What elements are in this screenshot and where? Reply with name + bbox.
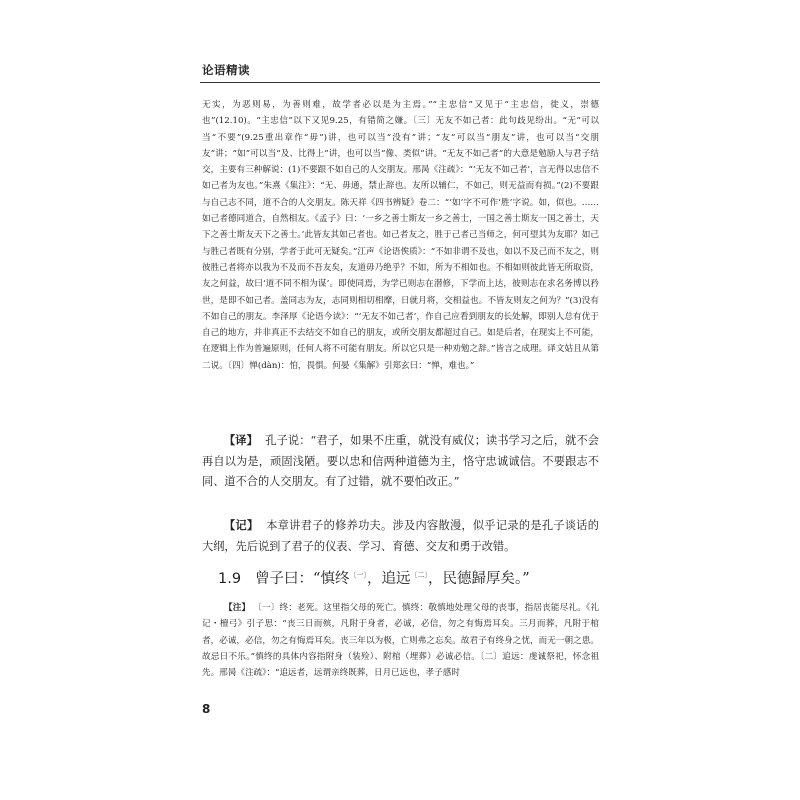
chapter-text-part1: 曾子曰：“慎终 xyxy=(255,571,350,587)
chapter-text-part3: ，民德歸厚矣。” xyxy=(427,571,530,587)
running-header: 论语精读 xyxy=(202,63,250,77)
header-rule xyxy=(200,82,600,83)
record-paragraph xyxy=(202,515,599,557)
translation-text: 孔子说：“君子，如果不庄重，就没有威仪；读书学习之后，就不会再自以为是，顽固浅陋。要以忠和信两种道德为主，恪守忠诚诚信。不要跟志不同、道不合的人交朋友。有了过错，就不要怕改正。” xyxy=(202,434,599,488)
notes-tag: 【注】 xyxy=(224,603,251,613)
chapter-note1-marker: 〔一〕 xyxy=(349,571,367,580)
translation-paragraph xyxy=(202,430,599,493)
chapter-text-part2: ，追远 xyxy=(366,571,411,587)
translation-section xyxy=(202,430,599,493)
notes-paragraph xyxy=(202,600,599,681)
page-number: 8 xyxy=(202,702,211,716)
notes-text: 〔一〕终：老死。这里指父母的死亡。慎终：敬慎地处理父母的丧事，指居丧能尽礼。《礼记・檀弓》引子思：“丧三日而殡，凡附于身者，必诚，必信，勿之有悔焉耳矣。三月而葬，凡附于棺者，必诚，必信，勿之有悔焉耳矣。丧三年以为极，亡则弗之忘矣。故君子有终身之忧，而无一朝之患。故忌日不乐。”慎终的具体内容指附身（装殓）、附棺（埋葬）必诚必信。〔二〕追远：虔诚祭祀，怀念祖先。邢昺《注疏》：“追远者，远谓亲终既葬，日月已远也，孝子感时 xyxy=(202,603,600,679)
record-text: 本章讲君子的修养功夫。涉及内容散漫，似乎记录的是孔子谈话的大纲，先后说到了君子的仪表、学习、育德、交友和勇于改错。 xyxy=(202,519,599,553)
notes-continued-paragraph: 无实，为恶则易，为善则难，故学者必以是为主焉。”“主忠信”又见于“主忠信，徙义，崇德也”(12.10)。“主忠信”以下又见9.25，有错简之嫌。〔三〕无友不如己者：此句歧见纷出。“无”可以当“不要”(9.25重出章作“毋”)讲，也可以当“没有”讲；“友”可以当“朋友”讲，也可以当“交朋友”讲；“如”可以当“及、比得上”讲，也可以当“像、类似”讲。“无友不如己者”的大意是勉励人与君子结交，主要有三种解说：(1)不要跟不如自己的人交朋友。邢昺《注疏》：“‘无友不如己者’，言无得以忠信不如己者为友也。”朱熹《集注》：“无、毋通，禁止辞也。友所以辅仁，不如己，则无益而有损。”(2)不要跟与自己志不同，道不合的人交朋友。陈天祥《四书辨疑》卷二：“‘如’字不可作‘胜’字说。如，似也。……如己者德同道合，自然相友。《孟子》曰：‘一乡之善士斯友一乡之善士，一国之善士斯友一国之善士，天下之善士斯友天下之善士。’此皆友其如己者也。如己者友之，胜于己者己当师之，何可望其为友耶？如己与胜己者既有分别，学者于此可无疑矣。”江声《论语俟质》：“不如非谓不及也，如以不及己而不友之，则彼胜己者将亦以我为不及而不吾友矣，友道毋乃绝乎？不如，所为不相如也。不相如则彼此皆无所取资，友之何益，故曰‘道不同不相为谋’。即使同焉，为学已则志在潜修，下学而上达，彼则志在求名务博以矜世，是即不如己者。盖同志为友，志同则相切相摩，日就月将，交相益也。不皆友则友之何为？”(3)没有不如自己的朋友。李泽厚《论语今读》：“‘无友不如己者’，作自己应看到朋友的长处解，即别人总有优于自己的地方，并非真正不去结交不如自己的朋友，或所交朋友都超过自己。如是后者，在现实上不可能，在逻辑上作为普遍原则，任何人将不可能有朋友。所以它只是一种劝勉之辞。”皆言之成理。译文姑且从第二说。〔四〕惮(dàn)：怕，畏惧。何晏《集解》引郑玄曰：“惮，难也。” xyxy=(202,100,599,371)
chapter-heading xyxy=(218,567,530,588)
record-tag: 【记】 xyxy=(224,518,259,532)
translation-tag: 【译】 xyxy=(224,433,258,447)
notes-section xyxy=(202,600,599,681)
record-section xyxy=(202,515,599,557)
chapter-number: 1.9 xyxy=(218,571,242,587)
chapter-note2-marker: 〔二〕 xyxy=(410,571,428,580)
